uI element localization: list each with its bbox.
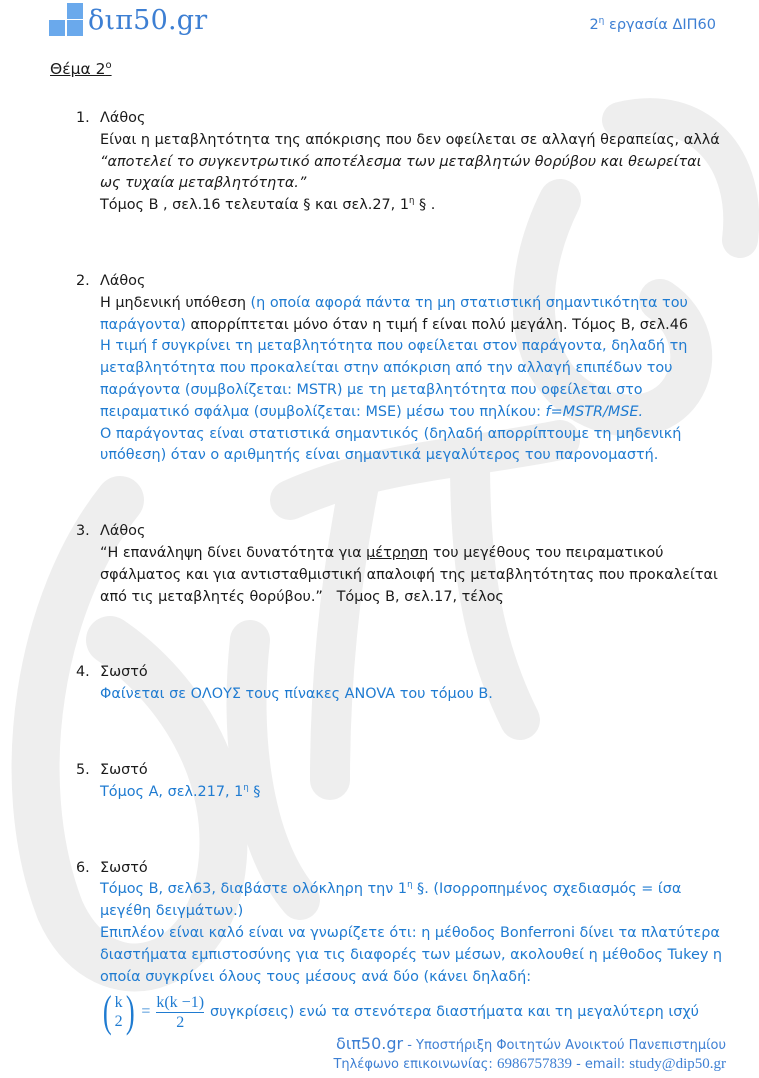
reference-ordinal: η bbox=[408, 196, 415, 207]
item-detail: Επιπλέον είναι καλό είναι να γνωρίζετε ότι: η μέθοδος Bonferroni δίνει τα πλατύτερα διαστήματα εμπιστοσύνης για τις διαφορές των μέσων, ακολουθεί η μέθοδος Tukey η οποία συγκρίνει όλους τους μέσους ανά δύο (κάνει δηλαδή: bbox=[100, 924, 723, 985]
page-footer bbox=[333, 1034, 726, 1074]
item-verdict: Σωστό bbox=[100, 859, 148, 876]
logo-text: διπ50.gr bbox=[88, 4, 208, 36]
item-explanation bbox=[100, 543, 726, 608]
reference-text: §. (Ισορροπημένος σχεδιασμός = ίσα μεγέθη δειγμάτων.) bbox=[100, 881, 682, 920]
assignment-course: εργασία ΔΙΠ60 bbox=[604, 16, 716, 33]
assignment-label bbox=[589, 16, 716, 33]
assignment-ordinal: η bbox=[598, 16, 605, 26]
reference-text: § bbox=[248, 783, 261, 800]
explanation-quote: “αποτελεί το συγκεντρωτικό αποτέλεσμα των μεταβλητών θορύβου και θεωρείται ως τυχαία μεταβλητότητα.” bbox=[100, 153, 702, 192]
binomial-top: k bbox=[114, 994, 123, 1012]
email-label: - email: bbox=[571, 1057, 630, 1072]
reference-ordinal: η bbox=[407, 880, 413, 891]
item-number: 2. bbox=[76, 272, 90, 289]
topic-title-text: Θέμα 2 bbox=[50, 60, 106, 79]
item-verdict: Σωστό bbox=[100, 664, 148, 681]
answer-item-5 bbox=[76, 760, 726, 804]
topic-title-ordinal: ο bbox=[105, 60, 112, 71]
reference-text: Τόμος Β , σελ.16 τελευταία § και σελ.27, 1 bbox=[100, 197, 409, 214]
footer-brand-link[interactable]: διπ50.gr bbox=[336, 1034, 404, 1053]
reference-text: Τόμος Β, σελ.17, τέλος bbox=[322, 588, 504, 605]
explanation-note: (η οποία αφορά πάντα τη μη στατιστική σημαντικότητα του παράγοντα) bbox=[100, 294, 688, 333]
footer-line-2 bbox=[333, 1055, 726, 1074]
email-link[interactable]: study@dip50.gr bbox=[629, 1056, 726, 1072]
item-number: 1. bbox=[76, 110, 90, 126]
item-explanation bbox=[100, 130, 726, 195]
fraction-denominator: 2 bbox=[176, 1013, 185, 1031]
phone-label: Τηλέφωνο επικοινωνίας: bbox=[333, 1057, 497, 1072]
quote-text: του μεγέθους του πειραματικού σφάλματος και για αντισταθμιστική απαλοιφή της μεταβλητότητας που προκαλείται από τις μεταβλητές θορύβου.” bbox=[100, 544, 723, 605]
binomial-stack bbox=[115, 993, 123, 1031]
binomial-coefficient bbox=[100, 987, 137, 1037]
quote-emphasis: μέτρηση bbox=[366, 544, 429, 561]
explanation-text: απορρίπτεται μόνο όταν η τιμή f είναι πολύ μεγάλη. Τόμος Β, σελ.46 bbox=[185, 316, 689, 333]
explanation-text: Η μηδενική υπόθεση bbox=[100, 294, 251, 311]
detail-text: συγκρίσεις) ενώ τα στενότερα διαστήματα και τη μεγαλύτερη ισχύ bbox=[210, 1004, 699, 1021]
answer-item-2 bbox=[76, 271, 726, 467]
item-detail bbox=[100, 336, 726, 423]
quote-text: “Η επανάληψη δίνει δυνατότητα για bbox=[100, 544, 367, 561]
item-conclusion: Ο παράγοντας είναι στατιστικά σημαντικός (δηλαδή απορρίπτουμε τη μηδενική υπόθεση) όταν ο αριθμητής είναι σημαντικά μεγαλύτερος του παρονομαστή. bbox=[100, 425, 682, 464]
detail-text: Η τιμή f συγκρίνει τη μεταβλητότητα που οφείλεται στον παράγοντα, δηλαδή τη μεταβλητότητα που προκαλείται στην απόκριση από την αλλαγή επιπέδων του παράγοντα (συμβολίζεται: MSTR) με τη μεταβλητότητα που οφείλεται στο πειραματικό σφάλμα (συμβολίζεται: MSE) μέσω του πηλίκου: bbox=[100, 338, 688, 420]
reference-ordinal: η bbox=[243, 782, 249, 793]
item-number: 5. bbox=[76, 761, 90, 778]
logo-squares-icon bbox=[49, 3, 83, 37]
answers-list bbox=[76, 108, 726, 1037]
equals-sign: = bbox=[141, 1003, 151, 1021]
site-logo[interactable] bbox=[49, 3, 207, 37]
answer-item-3 bbox=[76, 521, 726, 608]
explanation-text: Είναι η μεταβλητότητα της απόκρισης που δεν οφείλεται σε αλλαγή θεραπείας, bbox=[100, 131, 680, 148]
detail-formula: f=MSTR/MSE. bbox=[545, 403, 644, 420]
explanation-text: αλλά bbox=[683, 131, 720, 148]
phone-number-link[interactable]: 6986757839 bbox=[496, 1056, 572, 1072]
binomial-bottom: 2 bbox=[114, 1013, 123, 1031]
reference-text: Τόμος Α, σελ.217, 1 bbox=[100, 783, 244, 800]
item-formula-line bbox=[100, 987, 726, 1037]
item-number: 6. bbox=[76, 859, 90, 876]
assignment-number: 2 bbox=[589, 16, 599, 33]
answer-item-1 bbox=[76, 108, 726, 217]
topic-title bbox=[50, 60, 112, 78]
item-explanation bbox=[100, 293, 726, 337]
item-explanation: Φαίνεται σε ΟΛΟΥΣ τους πίνακες ANOVA του τόμου Β. bbox=[100, 686, 493, 703]
fraction bbox=[156, 993, 204, 1032]
combinations-formula bbox=[100, 987, 205, 1037]
footer-line-1 bbox=[333, 1034, 726, 1055]
reference-text: Τόμος Β, σελ63, διαβάστε ολόκληρη την 1 bbox=[100, 881, 408, 898]
item-reference bbox=[100, 195, 726, 217]
answer-item-4 bbox=[76, 662, 726, 706]
fraction-numerator: k(k −1) bbox=[156, 993, 205, 1011]
item-verdict: Λάθος bbox=[100, 272, 146, 289]
item-reference bbox=[100, 782, 726, 804]
reference-text: § . bbox=[414, 197, 436, 214]
item-number: 4. bbox=[76, 664, 90, 681]
answer-item-6 bbox=[76, 858, 726, 1035]
footer-tagline: - Υποστήριξη Φοιτητών Ανοικτού Πανεπιστημίου bbox=[403, 1038, 726, 1053]
left-paren: ( bbox=[102, 987, 112, 1037]
right-paren: ) bbox=[125, 987, 135, 1037]
item-reference bbox=[100, 879, 726, 923]
item-number: 3. bbox=[76, 523, 90, 540]
item-verdict: Λάθος bbox=[100, 110, 146, 126]
item-verdict: Λάθος bbox=[100, 523, 146, 540]
item-verdict: Σωστό bbox=[100, 761, 148, 778]
